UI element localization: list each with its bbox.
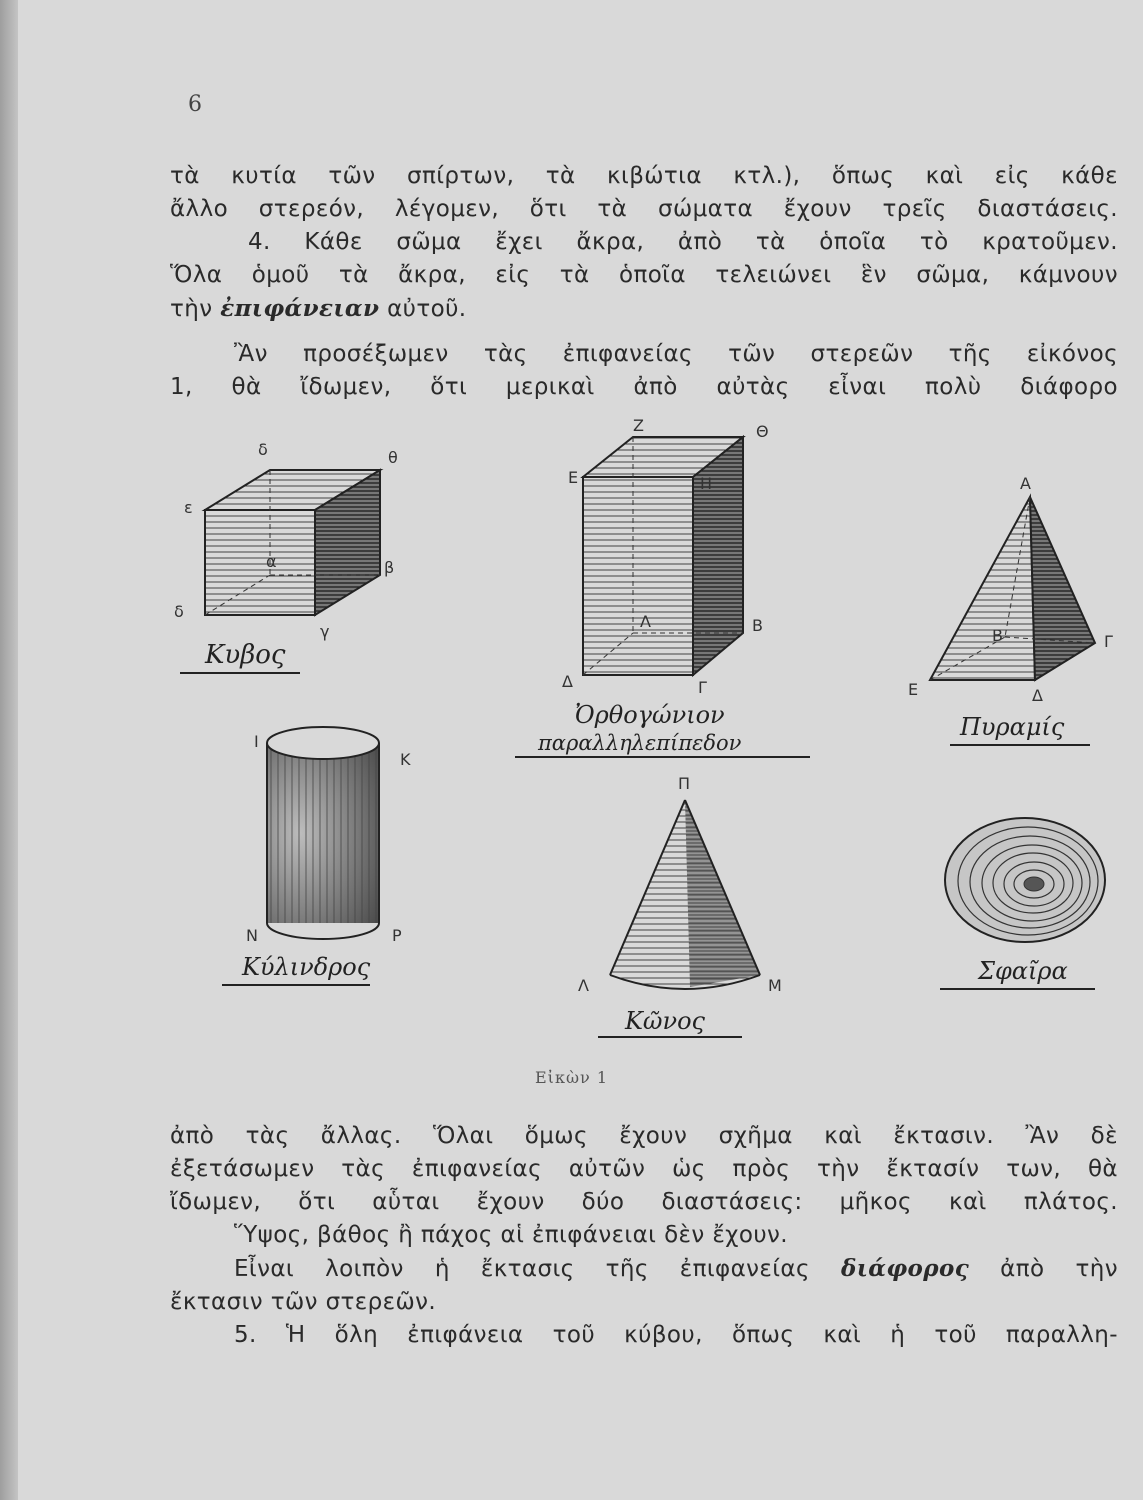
text-line: ἐξετάσωμεν τὰς ἐπιφανείας αὐτῶν ὡς πρὸς τὴν ἔκτασίν των, θὰ bbox=[170, 1156, 1118, 1182]
vertex-label: Μ bbox=[768, 976, 782, 995]
vertex-label: Ν bbox=[246, 926, 258, 945]
cube-drawing bbox=[174, 440, 398, 673]
cone-drawing bbox=[578, 774, 782, 1037]
vertex-label: γ bbox=[320, 622, 330, 641]
solids-figure bbox=[170, 405, 1120, 1065]
text-line: Ἂν προσέξωμεν τὰς ἐπιφανείας τῶν στερεῶν τῆς εἰκόνος bbox=[234, 341, 1118, 367]
text-line: τὴν ἐπιφάνειαν αὐτοῦ. bbox=[170, 295, 467, 322]
cone-name: Κῶνος bbox=[625, 1007, 705, 1035]
emphasized-term: ἐπιφάνειαν bbox=[220, 295, 380, 322]
cuboid-drawing bbox=[515, 416, 810, 757]
text-line: Ὕψος, βάθος ἢ πάχος αἱ ἐπιφάνειαι δὲν ἔχουν. bbox=[234, 1222, 788, 1248]
sphere-drawing bbox=[940, 818, 1105, 989]
text-line: Ὅλα ὁμοῦ τὰ ἄκρα, εἰς τὰ ὁποῖα τελειώνει ἓν σῶμα, κάμνουν bbox=[170, 262, 1118, 288]
vertex-label: β bbox=[384, 558, 395, 577]
vertex-label: θ bbox=[388, 448, 398, 467]
text-line: τὰ κυτία τῶν σπίρτων, τὰ κιβώτια κτλ.), ὅπως καὶ εἰς κάθε bbox=[170, 163, 1118, 189]
vertex-label: Θ bbox=[756, 422, 769, 441]
vertex-label: Β bbox=[992, 626, 1003, 645]
cylinder-name: Κύλινδρος bbox=[242, 953, 371, 981]
figure-caption: Εἰκὼν 1 bbox=[535, 1068, 608, 1087]
vertex-label: Ι bbox=[254, 732, 259, 751]
pyramid-drawing bbox=[908, 474, 1113, 745]
cylinder-drawing bbox=[222, 727, 411, 985]
cube-name: Κυβος bbox=[205, 640, 286, 670]
vertex-label: Ε bbox=[568, 468, 579, 487]
page-number: 6 bbox=[188, 92, 202, 117]
cuboid-name-line1: Ὀρθογώνιον bbox=[575, 701, 725, 729]
text-line: Εἶναι λοιπὸν ἡ ἔκτασις τῆς ἐπιφανείας διάφορος ἀπὸ τὴν bbox=[234, 1255, 1118, 1282]
vertex-label: Κ bbox=[400, 750, 411, 769]
vertex-label: δ bbox=[174, 602, 184, 621]
vertex-label: Γ bbox=[1104, 632, 1113, 651]
vertex-label: δ bbox=[258, 440, 268, 459]
vertex-label: Α bbox=[1020, 474, 1031, 493]
text-line: 5. Ἡ ὅλη ἐπιφάνεια τοῦ κύβου, ὅπως καὶ ἡ τοῦ παραλλη- bbox=[234, 1322, 1118, 1348]
vertex-label: Λ bbox=[578, 976, 589, 995]
vertex-label: Γ bbox=[698, 678, 707, 697]
text-line: 4. Κάθε σῶμα ἔχει ἄκρα, ἀπὸ τὰ ὁποῖα τὸ κρατοῦμεν. bbox=[248, 229, 1118, 255]
vertex-label: Η bbox=[700, 474, 713, 493]
vertex-label: ε bbox=[184, 498, 193, 517]
text-line: ἔκτασιν τῶν στερεῶν. bbox=[170, 1289, 437, 1315]
vertex-label: Ζ bbox=[633, 416, 644, 435]
top-paragraph bbox=[170, 160, 1118, 404]
vertex-label: Δ bbox=[562, 672, 573, 691]
vertex-label: Β bbox=[752, 616, 763, 635]
cuboid-name-line2: παραλληλεπίπεδον bbox=[538, 731, 742, 755]
text-line: ἴδωμεν, ὅτι αὗται ἔχουν δύο διαστάσεις: μῆκος καὶ πλάτος. bbox=[170, 1189, 1118, 1215]
vertex-label: Ε bbox=[908, 680, 919, 699]
solids-drawing bbox=[170, 405, 1120, 1065]
text-line: ἀπὸ τὰς ἄλλας. Ὅλαι ὅμως ἔχουν σχῆμα καὶ ἔκτασιν. Ἂν δὲ bbox=[170, 1123, 1118, 1149]
page-binding-edge bbox=[0, 0, 18, 1500]
text-line: 1, θὰ ἴδωμεν, ὅτι μερικαὶ ἀπὸ αὐτὰς εἶναι πολὺ διάφορο bbox=[170, 374, 1118, 400]
vertex-label: Λ bbox=[640, 612, 651, 631]
bottom-paragraph bbox=[170, 1120, 1118, 1352]
sphere-name: Σφαῖρα bbox=[978, 957, 1068, 985]
text-line: ἄλλο στερεόν, λέγομεν, ὅτι τὰ σώματα ἔχουν τρεῖς διαστάσεις. bbox=[170, 196, 1118, 222]
vertex-label: Π bbox=[678, 774, 691, 793]
vertex-label: Δ bbox=[1032, 686, 1043, 705]
vertex-label: α bbox=[266, 552, 277, 571]
pyramid-name: Πυραμίς bbox=[960, 713, 1065, 741]
vertex-label: Ρ bbox=[392, 926, 402, 945]
emphasized-term: διάφορος bbox=[840, 1255, 970, 1282]
